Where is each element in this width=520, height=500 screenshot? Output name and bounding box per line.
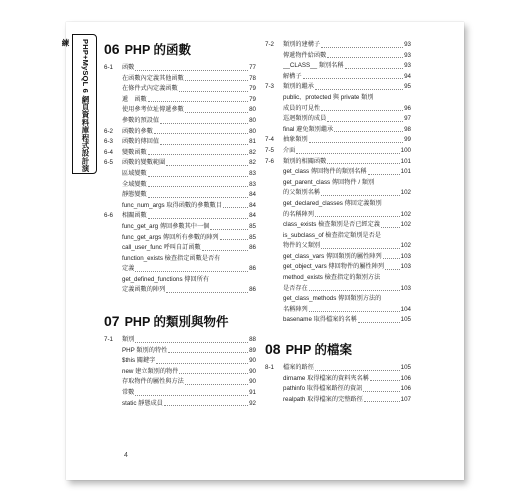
toc-entry <box>283 241 411 252</box>
entry-title: 傳遞物件給函數 <box>283 51 327 59</box>
toc-entry <box>283 51 411 62</box>
entry-title: 區域變數 <box>122 169 147 177</box>
toc-entry <box>265 157 411 168</box>
leader-dots <box>309 290 400 291</box>
leader-dots <box>185 384 248 385</box>
entry-title: 抽象類別 <box>283 136 308 144</box>
entry-page: 102 <box>400 189 411 197</box>
toc-entry <box>283 125 411 136</box>
leader-dots <box>315 216 400 217</box>
entry-page: 101 <box>400 157 411 165</box>
entry-title: pathinfo 取得檔案路徑的資訊 <box>283 385 363 393</box>
toc-entry <box>122 105 256 116</box>
entry-title: 類別的繼承 <box>283 83 314 91</box>
entry-page: 84 <box>249 201 256 209</box>
leader-dots <box>148 154 248 155</box>
toc-left-column <box>104 40 256 409</box>
leader-dots <box>185 112 248 113</box>
entry-title: 定義函數的陣列 <box>122 286 166 294</box>
entry-page: 94 <box>404 72 411 80</box>
toc-entry <box>283 252 411 263</box>
entry-title: 相關函數 <box>122 212 147 220</box>
entry-title: 類別 <box>122 336 135 344</box>
toc-entry <box>265 40 411 51</box>
toc-entry <box>283 178 411 189</box>
toc-entry <box>283 374 411 385</box>
toc-entry <box>104 127 256 138</box>
toc-entry <box>283 188 411 199</box>
toc-entry <box>122 377 256 388</box>
leader-dots <box>166 292 248 293</box>
entry-title: 類別的建構子 <box>283 41 321 48</box>
entry-title: get_declared_classes 傳回定義類別 <box>283 199 382 207</box>
entry-title: 在條件式內定義函數 <box>122 85 178 93</box>
leader-dots <box>327 57 403 58</box>
entry-page: 80 <box>249 127 256 135</box>
toc-entry <box>122 388 256 399</box>
chapter-number: 06 <box>104 41 120 57</box>
entry-title: 介面 <box>283 146 296 154</box>
toc-entry <box>122 264 256 275</box>
toc-entry <box>122 275 256 286</box>
toc-entry <box>283 384 411 395</box>
entry-page: 98 <box>404 125 411 133</box>
entry-title: 存取物件的屬性與方法 <box>122 378 184 386</box>
toc-entry <box>283 220 411 231</box>
chapter-title: PHP 的類別與物件 <box>124 315 229 330</box>
leader-dots <box>160 144 248 145</box>
entry-title: __CLASS__ 類別名稱 <box>283 62 344 70</box>
entry-title: 遞 函數 <box>122 95 147 103</box>
toc-entry <box>104 335 256 346</box>
entry-title: 全域變數 <box>122 180 147 188</box>
entry-page: 93 <box>404 62 411 70</box>
leader-dots <box>210 229 248 230</box>
entry-title: 函數的傳回值 <box>122 138 160 146</box>
leader-dots <box>303 78 404 79</box>
entry-number: 6-4 <box>104 148 113 156</box>
entry-page: 86 <box>249 244 256 252</box>
entry-page: 104 <box>400 305 411 313</box>
entry-number: 7-3 <box>265 83 274 91</box>
entry-title: 靜態變數 <box>122 191 147 199</box>
chapter-08-entries <box>265 363 411 405</box>
entry-page: 78 <box>249 74 256 82</box>
leader-dots <box>148 186 248 187</box>
entry-page: 95 <box>404 83 411 91</box>
entry-page: 101 <box>400 168 411 176</box>
leader-dots <box>154 133 248 134</box>
entry-page: 80 <box>249 106 256 114</box>
entry-title: func_get_args 傳回所有參數的陣列 <box>122 233 219 241</box>
leader-dots <box>383 258 400 259</box>
chapter-title: PHP 的函數 <box>124 43 192 57</box>
toc-entry <box>283 104 411 115</box>
leader-dots <box>327 163 399 164</box>
toc-entry <box>104 158 256 169</box>
toc-entry <box>283 210 411 221</box>
toc-entry <box>283 199 411 210</box>
entry-page: 82 <box>249 148 256 156</box>
toc-entry <box>122 116 256 127</box>
leader-dots <box>315 89 403 90</box>
entry-title: public、protected 與 private 類別 <box>283 93 374 101</box>
entry-number: 7-1 <box>104 336 113 344</box>
entry-title: 函數的參數 <box>122 127 153 135</box>
chapter-heading-07 <box>104 312 256 330</box>
entry-page: 90 <box>249 378 256 386</box>
toc-entry <box>122 169 256 180</box>
leader-dots <box>148 197 248 198</box>
leader-dots <box>148 218 248 219</box>
side-tab-title: PHP+MySQL 6 網頁資料庫程式設計演練 <box>61 39 90 173</box>
toc-entry <box>283 262 411 273</box>
leader-dots <box>166 165 248 166</box>
toc-entry <box>104 148 256 159</box>
leader-dots <box>179 373 248 374</box>
leader-dots <box>160 123 248 124</box>
leader-dots <box>315 370 400 371</box>
entry-page: 103 <box>400 263 411 271</box>
entry-title: basename 取得檔案的名稱 <box>283 316 357 324</box>
entry-page: 103 <box>400 284 411 292</box>
entry-title: function_exists 檢查指定函數是否有 <box>122 254 221 262</box>
entry-title: get_defined_functions 傳回所有 <box>122 275 210 283</box>
entry-title: $this 關鍵字 <box>122 357 156 365</box>
toc-entry <box>122 399 256 410</box>
leader-dots <box>148 101 248 102</box>
entry-title: 名稱陣列 <box>283 305 308 313</box>
entry-number: 7-4 <box>265 136 274 144</box>
entry-title: 是否存在 <box>283 284 308 292</box>
entry-page: 106 <box>400 385 411 393</box>
leader-dots <box>381 227 400 228</box>
entry-page: 103 <box>400 252 411 260</box>
entry-number: 6-2 <box>104 127 113 135</box>
toc-entry <box>265 363 411 374</box>
chapter-number: 08 <box>265 341 281 358</box>
entry-page: 105 <box>400 364 411 372</box>
entry-title: 成員的可見性 <box>283 104 321 112</box>
entry-title: PHP 類別的特性 <box>122 346 168 354</box>
leader-dots <box>135 70 248 71</box>
entry-title: func_get_arg 傳回參數其中一個 <box>122 222 210 230</box>
entry-page: 79 <box>249 85 256 93</box>
leader-dots <box>148 176 248 177</box>
entry-page: 106 <box>400 374 411 382</box>
entry-number: 7-6 <box>265 157 274 165</box>
toc-entry <box>122 74 256 85</box>
leader-dots <box>368 174 400 175</box>
toc-entry <box>283 167 411 178</box>
entry-page: 81 <box>249 138 256 146</box>
leader-dots <box>321 47 403 48</box>
entry-page: 99 <box>404 136 411 144</box>
leader-dots <box>135 342 248 343</box>
leader-dots <box>309 142 403 143</box>
entry-title: get_class 傳回物件的類別名稱 <box>283 168 367 176</box>
toc-entry <box>283 294 411 305</box>
entry-page: 84 <box>249 191 256 199</box>
toc-entry <box>122 254 256 265</box>
toc-entry <box>283 114 411 125</box>
leader-dots <box>358 322 400 323</box>
entry-page: 85 <box>249 222 256 230</box>
toc-entry <box>283 93 411 104</box>
entry-title: 檔案的路徑 <box>283 364 314 372</box>
entry-page: 100 <box>400 146 411 154</box>
entry-title: get_object_vars 傳回物件的屬性陣列 <box>283 263 385 271</box>
chapter-title: PHP 的檔案 <box>285 343 353 358</box>
leader-dots <box>321 248 400 249</box>
leader-dots <box>364 401 400 402</box>
entry-title: call_user_func 呼叫自訂函數 <box>122 244 201 252</box>
entry-title: dirname 取得檔案的資料夾名稱 <box>283 374 369 382</box>
entry-title: 物件的父類別 <box>283 242 321 250</box>
chapter-heading-06 <box>104 40 256 58</box>
entry-title: new 建立類別的物件 <box>122 367 179 375</box>
entry-title: 解構子 <box>283 72 302 80</box>
toc-entry <box>122 95 256 106</box>
leader-dots <box>220 239 248 240</box>
toc-entry <box>122 222 256 233</box>
entry-title: 常數 <box>122 389 135 397</box>
entry-number: 7-5 <box>265 146 274 154</box>
leader-dots <box>185 80 248 81</box>
leader-dots <box>223 207 248 208</box>
entry-title: 在函數內定義其他函數 <box>122 74 184 82</box>
entry-page: 83 <box>249 180 256 188</box>
toc-entry <box>122 346 256 357</box>
entry-number: 6-3 <box>104 138 113 146</box>
entry-number: 6-5 <box>104 159 113 167</box>
entry-page: 86 <box>249 286 256 294</box>
chapter-07-continued-entries <box>265 40 411 326</box>
entry-title: get_class_methods 傳回類別方法的 <box>283 295 382 303</box>
leader-dots <box>202 250 248 251</box>
entry-number: 7-2 <box>265 41 274 48</box>
toc-entry <box>283 231 411 242</box>
toc-entry <box>122 356 256 367</box>
toc-entry <box>122 180 256 191</box>
entry-title: 函數的變數範圍 <box>122 159 166 167</box>
entry-title: is_subclass_of 檢查指定類別是否是 <box>283 231 381 239</box>
chapter-06-entries <box>104 63 256 296</box>
entry-page: 102 <box>400 242 411 250</box>
entry-title: 的名稱陣列 <box>283 210 314 218</box>
entry-title: 巡迴類別的成員 <box>283 115 327 123</box>
entry-title: 的父類別名稱 <box>283 189 321 197</box>
entry-page: 97 <box>404 115 411 123</box>
toc-entry <box>104 137 256 148</box>
entry-title: 函數 <box>122 64 135 71</box>
entry-title: 類別的相關函數 <box>283 157 327 165</box>
toc-entry <box>283 273 411 284</box>
leader-dots <box>334 131 403 132</box>
leader-dots <box>179 91 248 92</box>
entry-page: 102 <box>400 221 411 229</box>
entry-page: 90 <box>249 357 256 365</box>
toc-entry <box>283 315 411 326</box>
entry-page: 107 <box>400 395 411 403</box>
entry-number: 6-6 <box>104 212 113 220</box>
leader-dots <box>164 405 248 406</box>
entry-page: 83 <box>249 169 256 177</box>
entry-page: 80 <box>249 116 256 124</box>
toc-entry <box>283 72 411 83</box>
entry-title: static 靜態成員 <box>122 399 163 407</box>
leader-dots <box>321 110 403 111</box>
entry-page: 86 <box>249 265 256 273</box>
entry-title: class_exists 檢查類別是否已經定義 <box>283 221 380 229</box>
entry-title: method_exists 檢查指定的類別方法 <box>283 274 381 282</box>
toc-entry <box>122 201 256 212</box>
entry-page: 105 <box>400 316 411 324</box>
toc-entry <box>122 233 256 244</box>
toc-entry <box>283 305 411 316</box>
entry-title: 使用參考位址傳遞參數 <box>122 106 184 114</box>
toc-entry <box>104 211 256 222</box>
entry-title: get_class_vars 傳回類別的屬性陣列 <box>283 252 382 260</box>
leader-dots <box>296 153 399 154</box>
toc-entry <box>122 285 256 296</box>
entry-page: 85 <box>249 233 256 241</box>
leader-dots <box>385 269 400 270</box>
entry-page: 93 <box>404 51 411 59</box>
leader-dots <box>363 391 399 392</box>
leader-dots <box>370 380 400 381</box>
entry-title: func_num_args 取得函數的參數數目 <box>122 201 223 209</box>
toc-entry <box>122 367 256 378</box>
entry-page: 89 <box>249 346 256 354</box>
toc-entry <box>104 63 256 74</box>
toc-right-column <box>265 40 411 405</box>
entry-page: 88 <box>249 336 256 344</box>
entry-page: 82 <box>249 159 256 167</box>
entry-page: 77 <box>249 64 256 71</box>
page-number: 4 <box>124 452 128 459</box>
entry-page: 96 <box>404 104 411 112</box>
leader-dots <box>135 395 248 396</box>
toc-entry <box>265 82 411 93</box>
entry-title: 定義 <box>122 265 135 273</box>
leader-dots <box>321 195 400 196</box>
leader-dots <box>156 363 248 364</box>
entry-page: 84 <box>249 212 256 220</box>
entry-title: get_parent_class 傳回物件 / 類別 <box>283 178 375 186</box>
toc-entry <box>265 135 411 146</box>
toc-entry <box>122 243 256 254</box>
entry-number: 6-1 <box>104 64 113 71</box>
side-tab <box>61 34 97 174</box>
entry-page: 102 <box>400 210 411 218</box>
toc-entry <box>283 395 411 406</box>
toc-entry <box>283 284 411 295</box>
entry-title: final 避免類別繼承 <box>283 125 334 133</box>
entry-page: 92 <box>249 399 256 407</box>
toc-entry <box>265 146 411 157</box>
toc-entry <box>283 61 411 72</box>
chapter-07-entries <box>104 335 256 409</box>
leader-dots <box>135 271 248 272</box>
entry-page: 93 <box>404 41 411 48</box>
entry-title: 變數函數 <box>122 148 147 156</box>
leader-dots <box>345 68 404 69</box>
entry-page: 91 <box>249 389 256 397</box>
toc-entry <box>122 84 256 95</box>
chapter-number: 07 <box>104 313 120 330</box>
leader-dots <box>168 352 248 353</box>
entry-title: 參數的預設值 <box>122 116 160 124</box>
entry-page: 79 <box>249 95 256 103</box>
entry-number: 8-1 <box>265 364 274 372</box>
toc-entry <box>122 190 256 201</box>
leader-dots <box>309 311 400 312</box>
leader-dots <box>327 121 403 122</box>
entry-title: realpath 取得檔案的完整路徑 <box>283 395 363 403</box>
entry-page: 90 <box>249 367 256 375</box>
chapter-heading-08 <box>265 340 411 358</box>
